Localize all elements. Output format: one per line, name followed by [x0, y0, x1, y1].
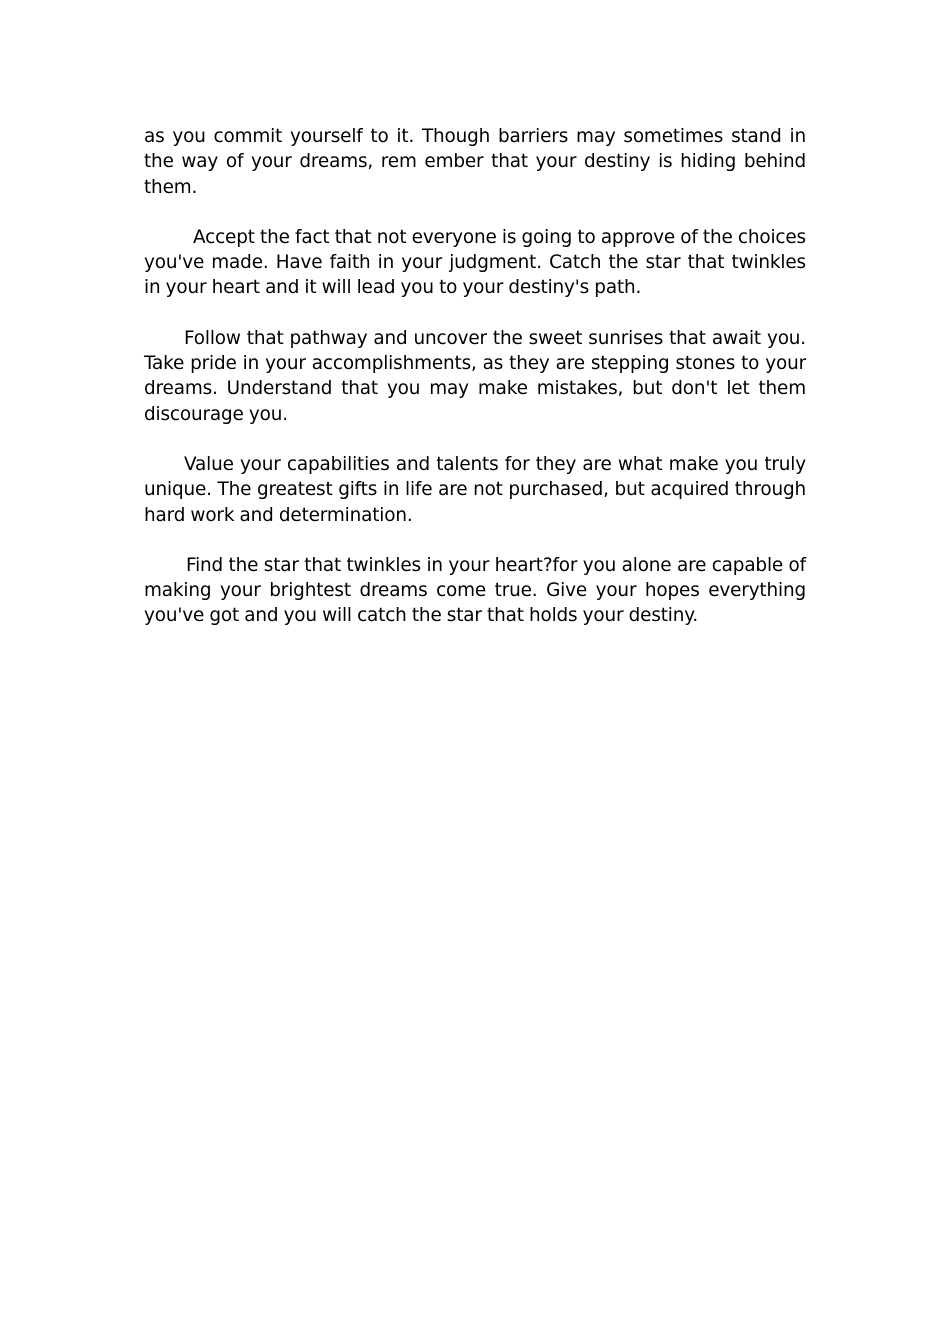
paragraph-1: as you commit yourself to it. Though barriers may sometimes stand in the way of your dreams, rem ember that your destiny is hiding behind them.: [144, 126, 806, 198]
paragraph-5: Find the star that twinkles in your heart?for you alone are capable of making your brightest dreams come true. Give your hopes everything you've got and you will catch the star that holds your destiny.: [144, 554, 806, 627]
paragraph-2: Accept the fact that not everyone is going to approve of the choices you've made. Have faith in your judgment. Catch the star that twinkles in your heart and it will lead you to your destiny's path.: [144, 226, 806, 299]
paragraph-4: Value your capabilities and talents for they are what make you truly unique. The greatest gifts in life are not purchased, but acquired through hard work and determination.: [144, 453, 806, 526]
document-body: [144, 124, 806, 654]
paragraph-3: Follow that pathway and uncover the sweet sunrises that await you. Take pride in your accomplishments, as they are stepping stones to your dreams. Understand that you may make mistakes, but don't let them discourage you.: [144, 327, 806, 425]
